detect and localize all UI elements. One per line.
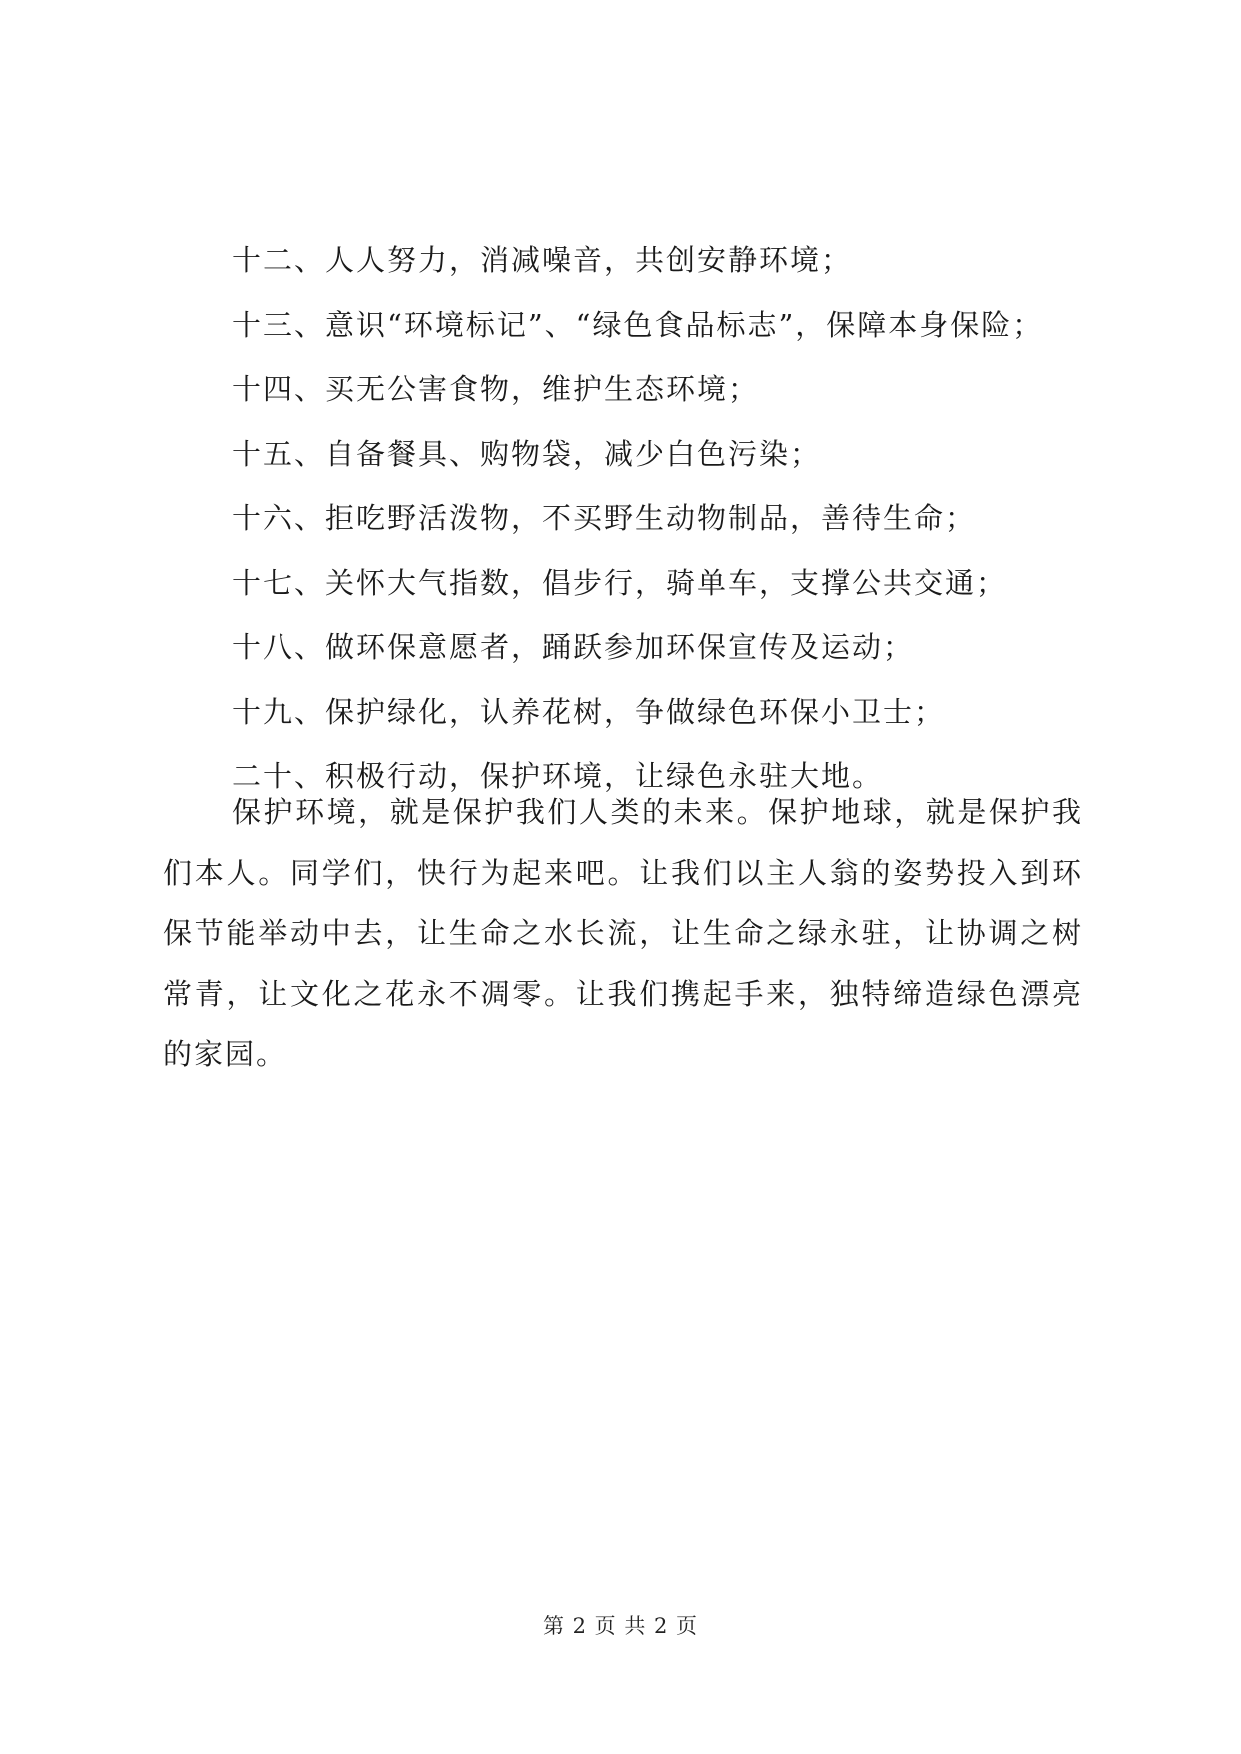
list-item: 十五、自备餐具、购物袋，减少白色污染； xyxy=(232,436,822,471)
list-item: 二十、积极行动，保护环境，让绿色永驻大地。 xyxy=(232,759,884,793)
list-item: 十八、做环保意愿者，踊跃参加环保宣传及运动； xyxy=(232,630,915,664)
page-number-footer: 第 2 页 共 2 页 xyxy=(542,1614,699,1638)
list-item: 十四、买无公害食物，维护生态环境； xyxy=(232,372,760,406)
list-item: 十二、人人努力，消减噪音，共创安静环境； xyxy=(232,243,853,277)
list-item: 十七、关怀大气指数，倡步行，骑单车，支撑公共交通； xyxy=(232,565,1008,600)
list-item: 十三、意识“环境标记”、“绿色食品标志”，保障本身保险； xyxy=(232,307,1044,342)
closing-paragraph: 保护环境，就是保护我们人类的未来。保护地球，就是保护我们本人。同学们，快行为起来吧。让我们以主人翁的姿势投入到环保节能举动中去，让生命之水长流，让生命之绿永驻，让协调之树常青，让文化之花永不凋零。让我们携起手来，独特缔造绿色漂亮的家园。 xyxy=(163,795,1083,1071)
pledge-list xyxy=(232,228,1112,809)
list-item: 十六、拒吃野活泼物，不买野生动物制品，善待生命； xyxy=(232,501,977,535)
list-item: 十九、保护绿化，认养花树，争做绿色环保小卫士； xyxy=(232,694,946,729)
